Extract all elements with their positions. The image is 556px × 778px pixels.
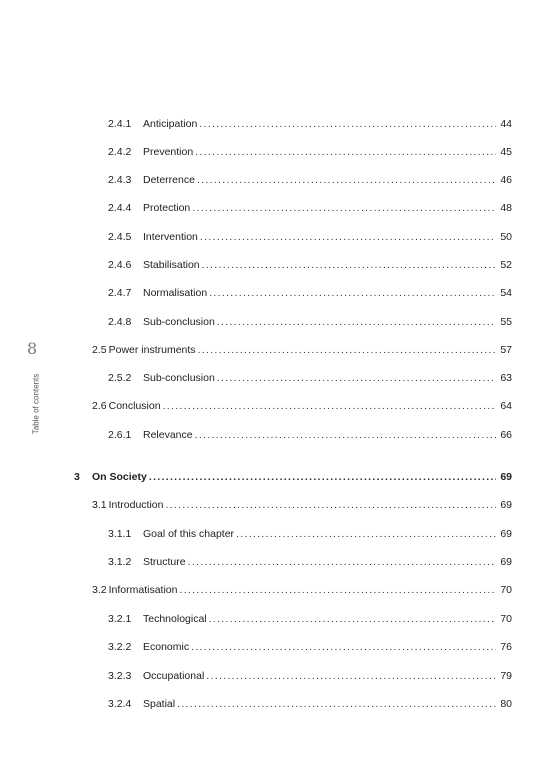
toc-entry[interactable] bbox=[108, 669, 512, 683]
toc-entry-number: 2.4.2 bbox=[108, 146, 132, 158]
toc-entry[interactable] bbox=[108, 527, 512, 541]
toc-entry-number: 2.6 bbox=[92, 400, 107, 412]
toc-entry-number: 2.4.7 bbox=[108, 287, 132, 299]
dot-leader bbox=[177, 697, 496, 711]
toc-entry[interactable] bbox=[108, 315, 512, 329]
dot-leader bbox=[199, 117, 496, 131]
toc-entry[interactable] bbox=[74, 470, 512, 484]
toc-entry-number: 3 bbox=[74, 471, 80, 483]
toc-entry-title: Prevention bbox=[143, 146, 194, 158]
toc-entry-number: 3.2.4 bbox=[108, 698, 132, 710]
toc-entry-title: Stabilisation bbox=[143, 259, 200, 271]
dot-leader bbox=[197, 173, 496, 187]
dot-leader bbox=[165, 498, 496, 512]
toc-entry-title: Goal of this chapter bbox=[143, 528, 235, 540]
toc-entry-number: 3.1 bbox=[92, 499, 107, 511]
toc-entry-number: 2.4.8 bbox=[108, 316, 132, 328]
toc-entry-number: 2.4.3 bbox=[108, 174, 132, 186]
toc-entry[interactable] bbox=[92, 583, 512, 597]
dot-leader bbox=[195, 145, 496, 159]
toc-entry-number: 2.4.5 bbox=[108, 231, 132, 243]
toc-entry-number: 3.2 bbox=[92, 584, 107, 596]
dot-leader bbox=[209, 612, 496, 626]
running-header-label: Table of contents bbox=[31, 373, 41, 435]
toc-entry-page: 69 bbox=[500, 471, 512, 483]
toc-entry-number: 3.2.2 bbox=[108, 641, 132, 653]
toc-entry[interactable] bbox=[108, 117, 512, 131]
dot-leader bbox=[195, 428, 496, 442]
toc-entry-number: 2.4.1 bbox=[108, 118, 132, 130]
toc-entry-number: 2.4.6 bbox=[108, 259, 132, 271]
dot-leader bbox=[217, 315, 496, 329]
toc-entry-title: Introduction bbox=[108, 499, 164, 511]
toc-entry-page: 69 bbox=[500, 556, 512, 568]
toc-entry[interactable] bbox=[108, 640, 512, 654]
toc-entry-number: 3.1.1 bbox=[108, 528, 132, 540]
toc-entry-number: 2.6.1 bbox=[108, 429, 132, 441]
dot-leader bbox=[191, 640, 496, 654]
page-number: 8 bbox=[27, 339, 38, 358]
toc-entry-title: Sub-conclusion bbox=[143, 372, 215, 384]
toc-entry-title: On Society bbox=[92, 471, 147, 483]
toc-entry-page: 79 bbox=[500, 670, 512, 682]
toc-entry-number: 2.5.2 bbox=[108, 372, 132, 384]
toc-entry[interactable] bbox=[108, 697, 512, 711]
toc-entry[interactable] bbox=[108, 258, 512, 272]
toc-entry[interactable] bbox=[108, 201, 512, 215]
toc-entry-title: Sub-conclusion bbox=[143, 316, 215, 328]
toc-entry[interactable] bbox=[108, 286, 512, 300]
toc-entry-page: 54 bbox=[500, 287, 512, 299]
toc-entry-page: 63 bbox=[500, 372, 512, 384]
toc-entry-page: 66 bbox=[500, 429, 512, 441]
dot-leader bbox=[149, 470, 496, 484]
toc-entry-title: Intervention bbox=[143, 231, 198, 243]
toc-entry[interactable] bbox=[108, 173, 512, 187]
toc-entry-title: Technological bbox=[143, 613, 207, 625]
toc-entry[interactable] bbox=[92, 399, 512, 413]
toc-entry[interactable] bbox=[108, 555, 512, 569]
toc-entry-page: 45 bbox=[500, 146, 512, 158]
toc-entry-page: 80 bbox=[500, 698, 512, 710]
dot-leader bbox=[202, 258, 496, 272]
toc-entry-title: Power instruments bbox=[108, 344, 196, 356]
toc-entry-title: Informatisation bbox=[108, 584, 178, 596]
dot-leader bbox=[198, 343, 496, 357]
toc-entry-title: Deterrence bbox=[143, 174, 195, 186]
dot-leader bbox=[206, 669, 496, 683]
dot-leader bbox=[188, 555, 496, 569]
toc-entry-page: 57 bbox=[500, 344, 512, 356]
toc-entry-page: 48 bbox=[500, 202, 512, 214]
toc-entry-page: 55 bbox=[500, 316, 512, 328]
toc-entry-number: 3.2.1 bbox=[108, 613, 132, 625]
toc-entry-title: Occupational bbox=[143, 670, 205, 682]
toc-entry[interactable] bbox=[108, 230, 512, 244]
toc-entry-page: 70 bbox=[500, 613, 512, 625]
toc-entry-title: Structure bbox=[143, 556, 186, 568]
dot-leader bbox=[217, 371, 496, 385]
toc-entry[interactable] bbox=[108, 371, 512, 385]
toc-entry-title: Relevance bbox=[143, 429, 193, 441]
toc-entry[interactable] bbox=[108, 428, 512, 442]
dot-leader bbox=[236, 527, 496, 541]
toc-entry-page: 50 bbox=[500, 231, 512, 243]
toc-entry[interactable] bbox=[92, 343, 512, 357]
toc-entry-page: 52 bbox=[500, 259, 512, 271]
toc-entry-page: 64 bbox=[500, 400, 512, 412]
dot-leader bbox=[179, 583, 496, 597]
toc-entry-title: Spatial bbox=[143, 698, 176, 710]
dot-leader bbox=[209, 286, 496, 300]
toc-entry-number: 2.4.4 bbox=[108, 202, 132, 214]
toc-entry-page: 70 bbox=[500, 584, 512, 596]
toc-entry[interactable] bbox=[108, 612, 512, 626]
toc-entry-title: Protection bbox=[143, 202, 191, 214]
toc-entry[interactable] bbox=[108, 145, 512, 159]
toc-entry-page: 44 bbox=[500, 118, 512, 130]
toc-entry-title: Conclusion bbox=[108, 400, 161, 412]
toc-entry-number: 2.5 bbox=[92, 344, 107, 356]
toc-entry-page: 69 bbox=[500, 499, 512, 511]
toc-entry-page: 46 bbox=[500, 174, 512, 186]
toc-entry-title: Anticipation bbox=[143, 118, 198, 130]
toc-entry-number: 3.1.2 bbox=[108, 556, 132, 568]
dot-leader bbox=[192, 201, 496, 215]
toc-entry-number: 3.2.3 bbox=[108, 670, 132, 682]
toc-entry-page: 76 bbox=[500, 641, 512, 653]
dot-leader bbox=[200, 230, 496, 244]
toc-entry-title: Normalisation bbox=[143, 287, 208, 299]
toc-entry[interactable] bbox=[92, 498, 512, 512]
toc-entry-page: 69 bbox=[500, 528, 512, 540]
toc-entry-title: Economic bbox=[143, 641, 190, 653]
dot-leader bbox=[163, 399, 496, 413]
